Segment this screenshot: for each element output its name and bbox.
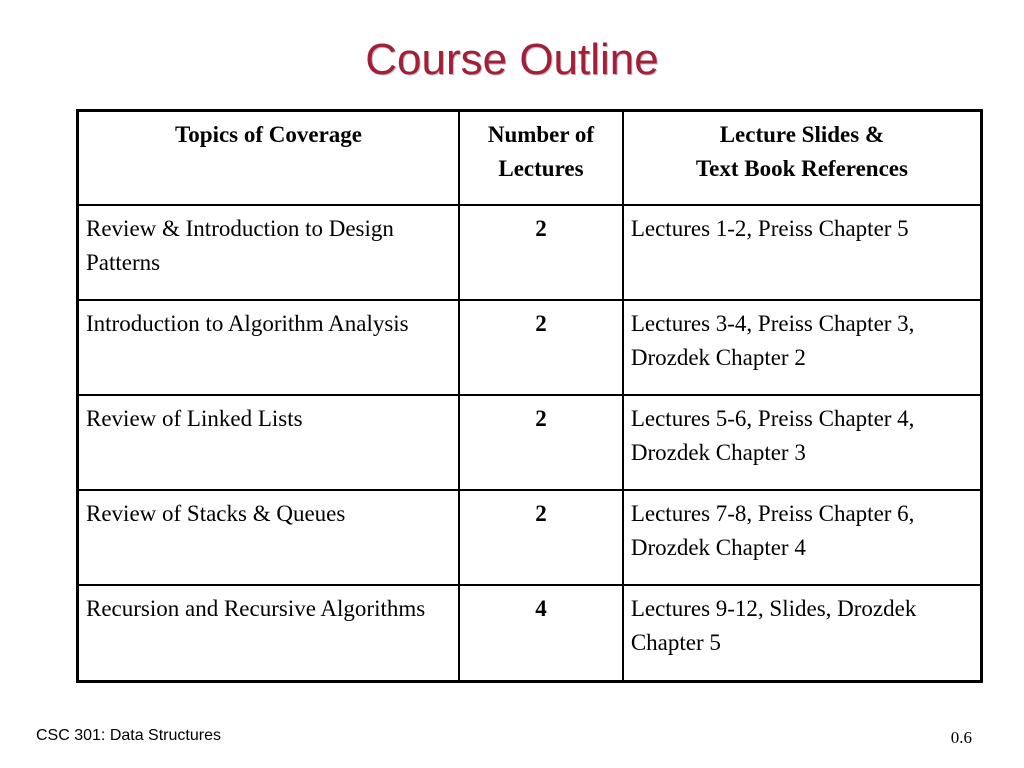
table-row	[78, 490, 982, 585]
header-references-line1: Lecture Slides &	[719, 122, 885, 147]
table-row	[78, 300, 982, 395]
slide-number: 0.6	[950, 728, 972, 747]
reference-cell: Lectures 5-6, Preiss Chapter 4, Drozdek Chapter 3	[623, 395, 982, 490]
lecture-count-cell: 2	[459, 395, 623, 490]
table-row	[78, 395, 982, 490]
header-references-line2: Text Book References	[695, 156, 908, 181]
table-row	[78, 585, 982, 682]
lecture-count-cell: 4	[459, 585, 623, 682]
table-header-row	[78, 111, 982, 206]
reference-cell: Lectures 7-8, Preiss Chapter 6, Drozdek Chapter 4	[623, 490, 982, 585]
topic-cell: Review of Linked Lists	[78, 395, 460, 490]
topic-cell: Recursion and Recursive Algorithms	[78, 585, 460, 682]
header-number-of-lectures	[459, 111, 623, 206]
course-footer: CSC 301: Data Structures	[36, 727, 221, 744]
topic-cell: Review of Stacks & Queues	[78, 490, 460, 585]
header-number-line2: Lectures	[498, 156, 584, 181]
header-topics-label: Topics of Coverage	[175, 122, 363, 147]
topic-cell: Review & Introduction to Design Patterns	[78, 205, 460, 300]
lecture-count-cell: 2	[459, 205, 623, 300]
reference-cell: Lectures 9-12, Slides, Drozdek Chapter 5	[623, 585, 982, 682]
reference-cell: Lectures 1-2, Preiss Chapter 5	[623, 205, 982, 300]
table-row	[78, 205, 982, 300]
course-outline-table	[76, 109, 983, 683]
topic-cell: Introduction to Algorithm Analysis	[78, 300, 460, 395]
lecture-count-cell: 2	[459, 300, 623, 395]
header-topics	[78, 111, 460, 206]
header-references	[623, 111, 982, 206]
slide-title: Course Outline	[365, 35, 659, 84]
lecture-count-cell: 2	[459, 490, 623, 585]
reference-cell: Lectures 3-4, Preiss Chapter 3, Drozdek Chapter 2	[623, 300, 982, 395]
header-number-line1: Number of	[487, 122, 595, 147]
